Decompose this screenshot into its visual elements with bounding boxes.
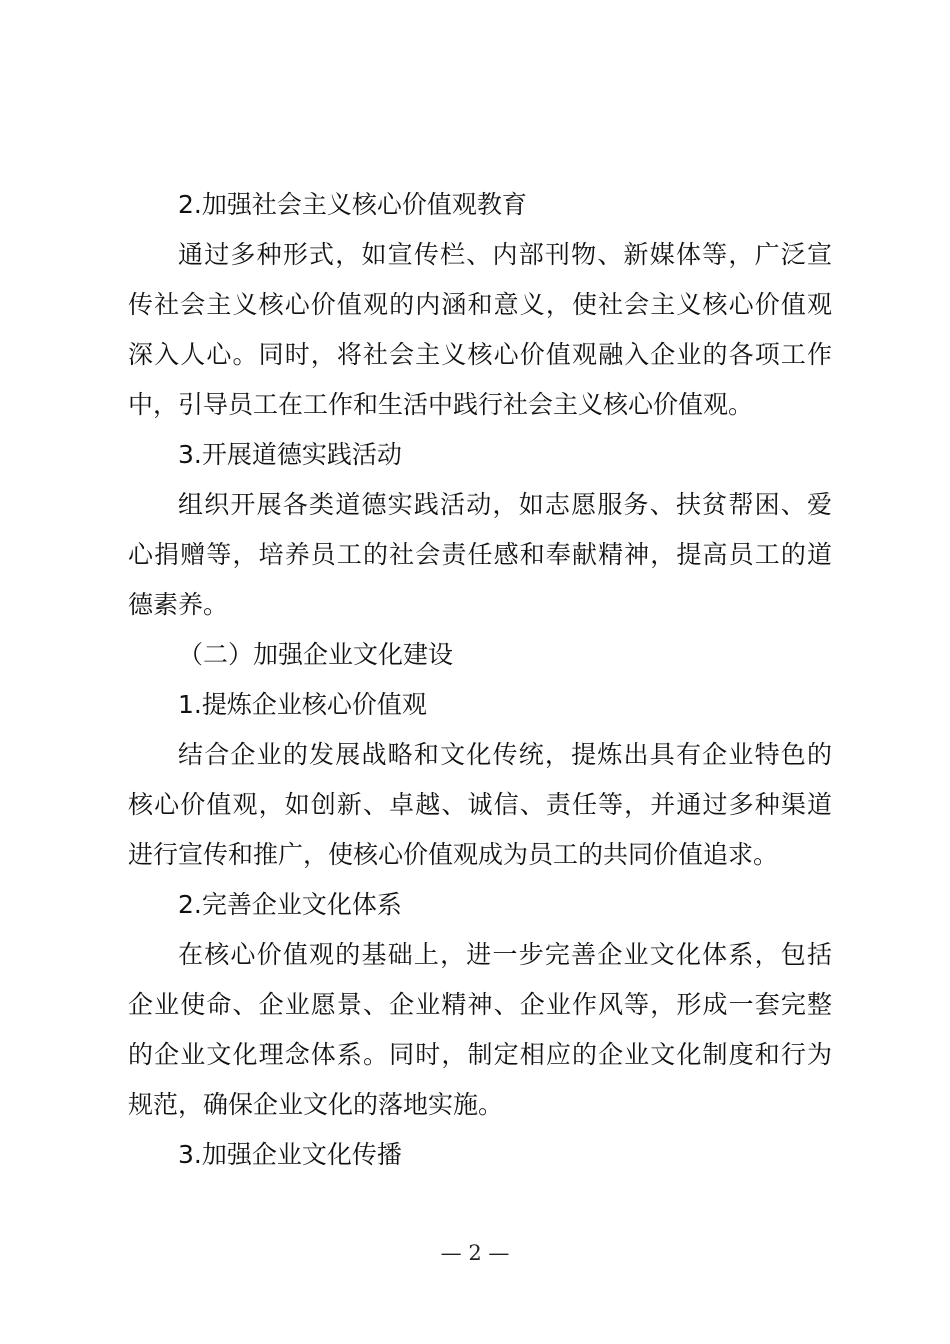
paragraph-line: 进行宣传和推广，使核心价值观成为员工的共同价值追求。 (128, 840, 779, 869)
paragraph-line: 组织开展各类道德实践活动，如志愿服务、扶贫帮困、爱 (178, 490, 832, 519)
paragraph-line: 传社会主义核心价值观的内涵和意义，使社会主义核心价值观 (128, 290, 832, 319)
paragraph-line: 核心价值观，如创新、卓越、诚信、责任等，并通过多种渠道 (128, 790, 832, 819)
paragraph-line: 深入人心。同时，将社会主义核心价值观融入企业的各项工作 (128, 340, 832, 369)
paragraph-line: 在核心价值观的基础上，进一步完善企业文化体系，包括 (178, 940, 832, 969)
paragraph-line: 规范，确保企业文化的落地实施。 (128, 1090, 504, 1119)
paragraph-line: 结合企业的发展战略和文化传统，提炼出具有企业特色的 (178, 740, 832, 769)
section-heading: 2.完善企业文化体系 (178, 890, 402, 919)
section-heading: 3.开展道德实践活动 (178, 440, 402, 469)
section-heading: 2.加强社会主义核心价值观教育 (178, 190, 527, 219)
paragraph-line: 心捐赠等，培养员工的社会责任感和奉献精神，提高员工的道 (128, 540, 832, 569)
paragraph-line: 德素养。 (128, 590, 229, 619)
paragraph-line: 通过多种形式，如宣传栏、内部刊物、新媒体等，广泛宣 (178, 240, 832, 269)
paragraph-line: 中，引导员工在工作和生活中践行社会主义核心价值观。 (128, 390, 754, 419)
paragraph-line: 的企业文化理念体系。同时，制定相应的企业文化制度和行为 (128, 1040, 832, 1069)
section-heading: 3.加强企业文化传播 (178, 1140, 402, 1169)
section-heading: 1.提炼企业核心价值观 (178, 690, 427, 719)
document-body (128, 180, 832, 1180)
section-heading: （二）加强企业文化建设 (178, 640, 454, 669)
page-number: — 2 — (440, 1241, 510, 1265)
paragraph-line: 企业使命、企业愿景、企业精神、企业作风等，形成一套完整 (128, 990, 832, 1019)
